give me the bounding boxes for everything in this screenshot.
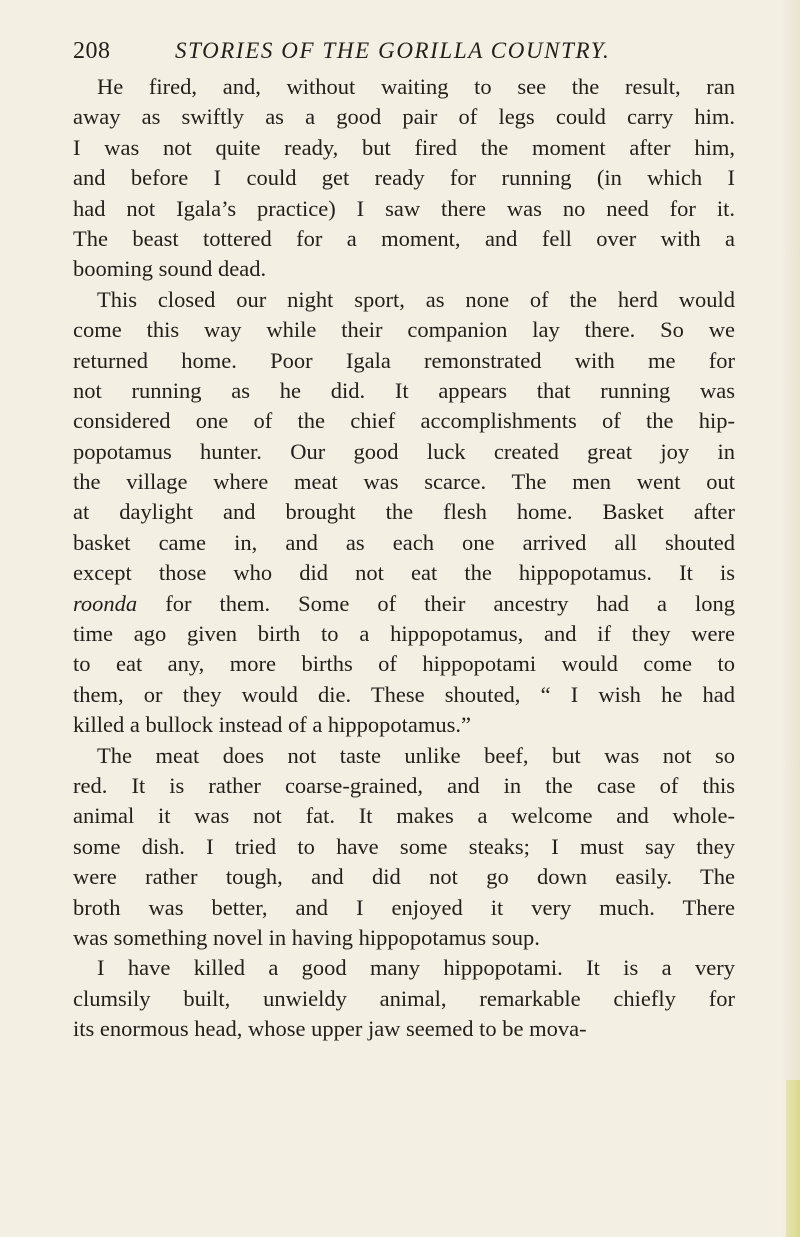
text-line-content: He fired, and, without waiting to see the result, ran — [97, 74, 735, 99]
text-line-content: time ago given birth to a hippopotamus, and if they were — [73, 621, 735, 647]
text-line — [73, 680, 735, 710]
text-line — [73, 923, 735, 953]
text-line-content: its enormous head, whose upper jaw seemed to be mova- — [73, 1016, 587, 1042]
text-line — [73, 893, 735, 923]
text-line — [73, 862, 735, 892]
text-line-content: popotamus hunter. Our good luck created great joy in — [73, 438, 735, 464]
text-line — [73, 102, 735, 132]
text-line — [73, 619, 735, 649]
text-line-content: at daylight and brought the flesh home. Basket after — [73, 499, 735, 525]
text-line — [73, 953, 735, 983]
text-line-content: were rather tough, and did not go down easily. The — [73, 864, 735, 890]
text-line — [73, 346, 735, 376]
text-line-content: considered one of the chief accomplishments of the hip- — [73, 408, 735, 434]
text-line — [73, 1014, 735, 1044]
running-title: STORIES OF THE GORILLA COUNTRY. — [175, 38, 611, 63]
text-line-content: clumsily built, unwieldy animal, remarkable chiefly for — [73, 985, 735, 1011]
text-line-content: come this way while their companion lay there. So we — [73, 317, 735, 343]
text-line-content: to eat any, more births of hippopotami would come to — [73, 651, 735, 677]
text-line — [73, 437, 735, 467]
text-line — [73, 194, 735, 224]
text-line — [73, 133, 735, 163]
text-line — [73, 832, 735, 862]
text-line-content: booming sound dead. — [73, 256, 267, 282]
text-line-content: broth was better, and I enjoyed it very much. There — [73, 894, 735, 920]
text-line — [73, 801, 735, 831]
text-line — [73, 254, 735, 284]
text-line-content: The meat does not taste unlike beef, but was not so — [97, 742, 735, 768]
text-line-content: not running as he did. It appears that running was — [73, 377, 735, 403]
text-line-content: animal it was not fat. It makes a welcome and whole- — [73, 803, 735, 829]
text-line — [73, 163, 735, 193]
text-line — [73, 710, 735, 740]
text-line — [73, 315, 735, 345]
text-line-content: was something novel in having hippopotamus soup. — [73, 924, 540, 950]
text-line-content: basket came in, and as each one arrived all shouted — [73, 529, 735, 555]
text-line — [73, 741, 735, 771]
text-line-content: some dish. I tried to have some steaks; I must say they — [73, 833, 735, 859]
text-line-content: returned home. Poor Igala remonstrated with me for — [73, 347, 735, 373]
text-line-content: away as swiftly as a good pair of legs could carry him. — [73, 104, 735, 130]
body-text — [73, 72, 735, 1045]
text-line — [73, 376, 735, 406]
text-line — [73, 558, 735, 588]
text-line — [73, 467, 735, 497]
page-header — [73, 38, 733, 74]
text-line — [73, 984, 735, 1014]
text-line-content: except those who did not eat the hippopotamus. It is — [73, 560, 735, 586]
text-line — [73, 497, 735, 527]
text-line-content: the village where meat was scarce. The men went out — [73, 469, 735, 495]
text-line — [73, 406, 735, 436]
page-number: 208 — [73, 38, 111, 64]
text-line-content: them, or they would die. These shouted, “ I wish he had — [73, 681, 735, 707]
text-line-content: I was not quite ready, but fired the moment after him, — [73, 134, 735, 160]
italic-term: roonda — [73, 590, 138, 616]
text-line — [73, 72, 735, 102]
text-line — [73, 649, 735, 679]
text-line-content: I have killed a good many hippopotami. It is a very — [97, 955, 735, 981]
page-edge-shadow — [782, 0, 800, 1237]
text-line-content: killed a bullock instead of a hippopotamus.” — [73, 712, 472, 738]
page-edge-tab — [786, 1080, 800, 1237]
text-line-content: This closed our night sport, as none of the herd would — [97, 286, 735, 312]
text-line — [73, 771, 735, 801]
text-line-content: had not Igala’s practice) I saw there was no need for it. — [73, 195, 735, 221]
text-line — [73, 224, 735, 254]
text-line-content: and before I could get ready for running (in which I — [73, 165, 735, 191]
text-line — [73, 285, 735, 315]
text-line — [73, 528, 735, 558]
text-line — [73, 589, 735, 619]
text-line-continuation: for them. Some of their ancestry had a long — [137, 590, 735, 616]
text-line-content: The beast tottered for a moment, and fell over with a — [73, 225, 735, 251]
text-line-content: red. It is rather coarse-grained, and in the case of this — [73, 772, 735, 798]
